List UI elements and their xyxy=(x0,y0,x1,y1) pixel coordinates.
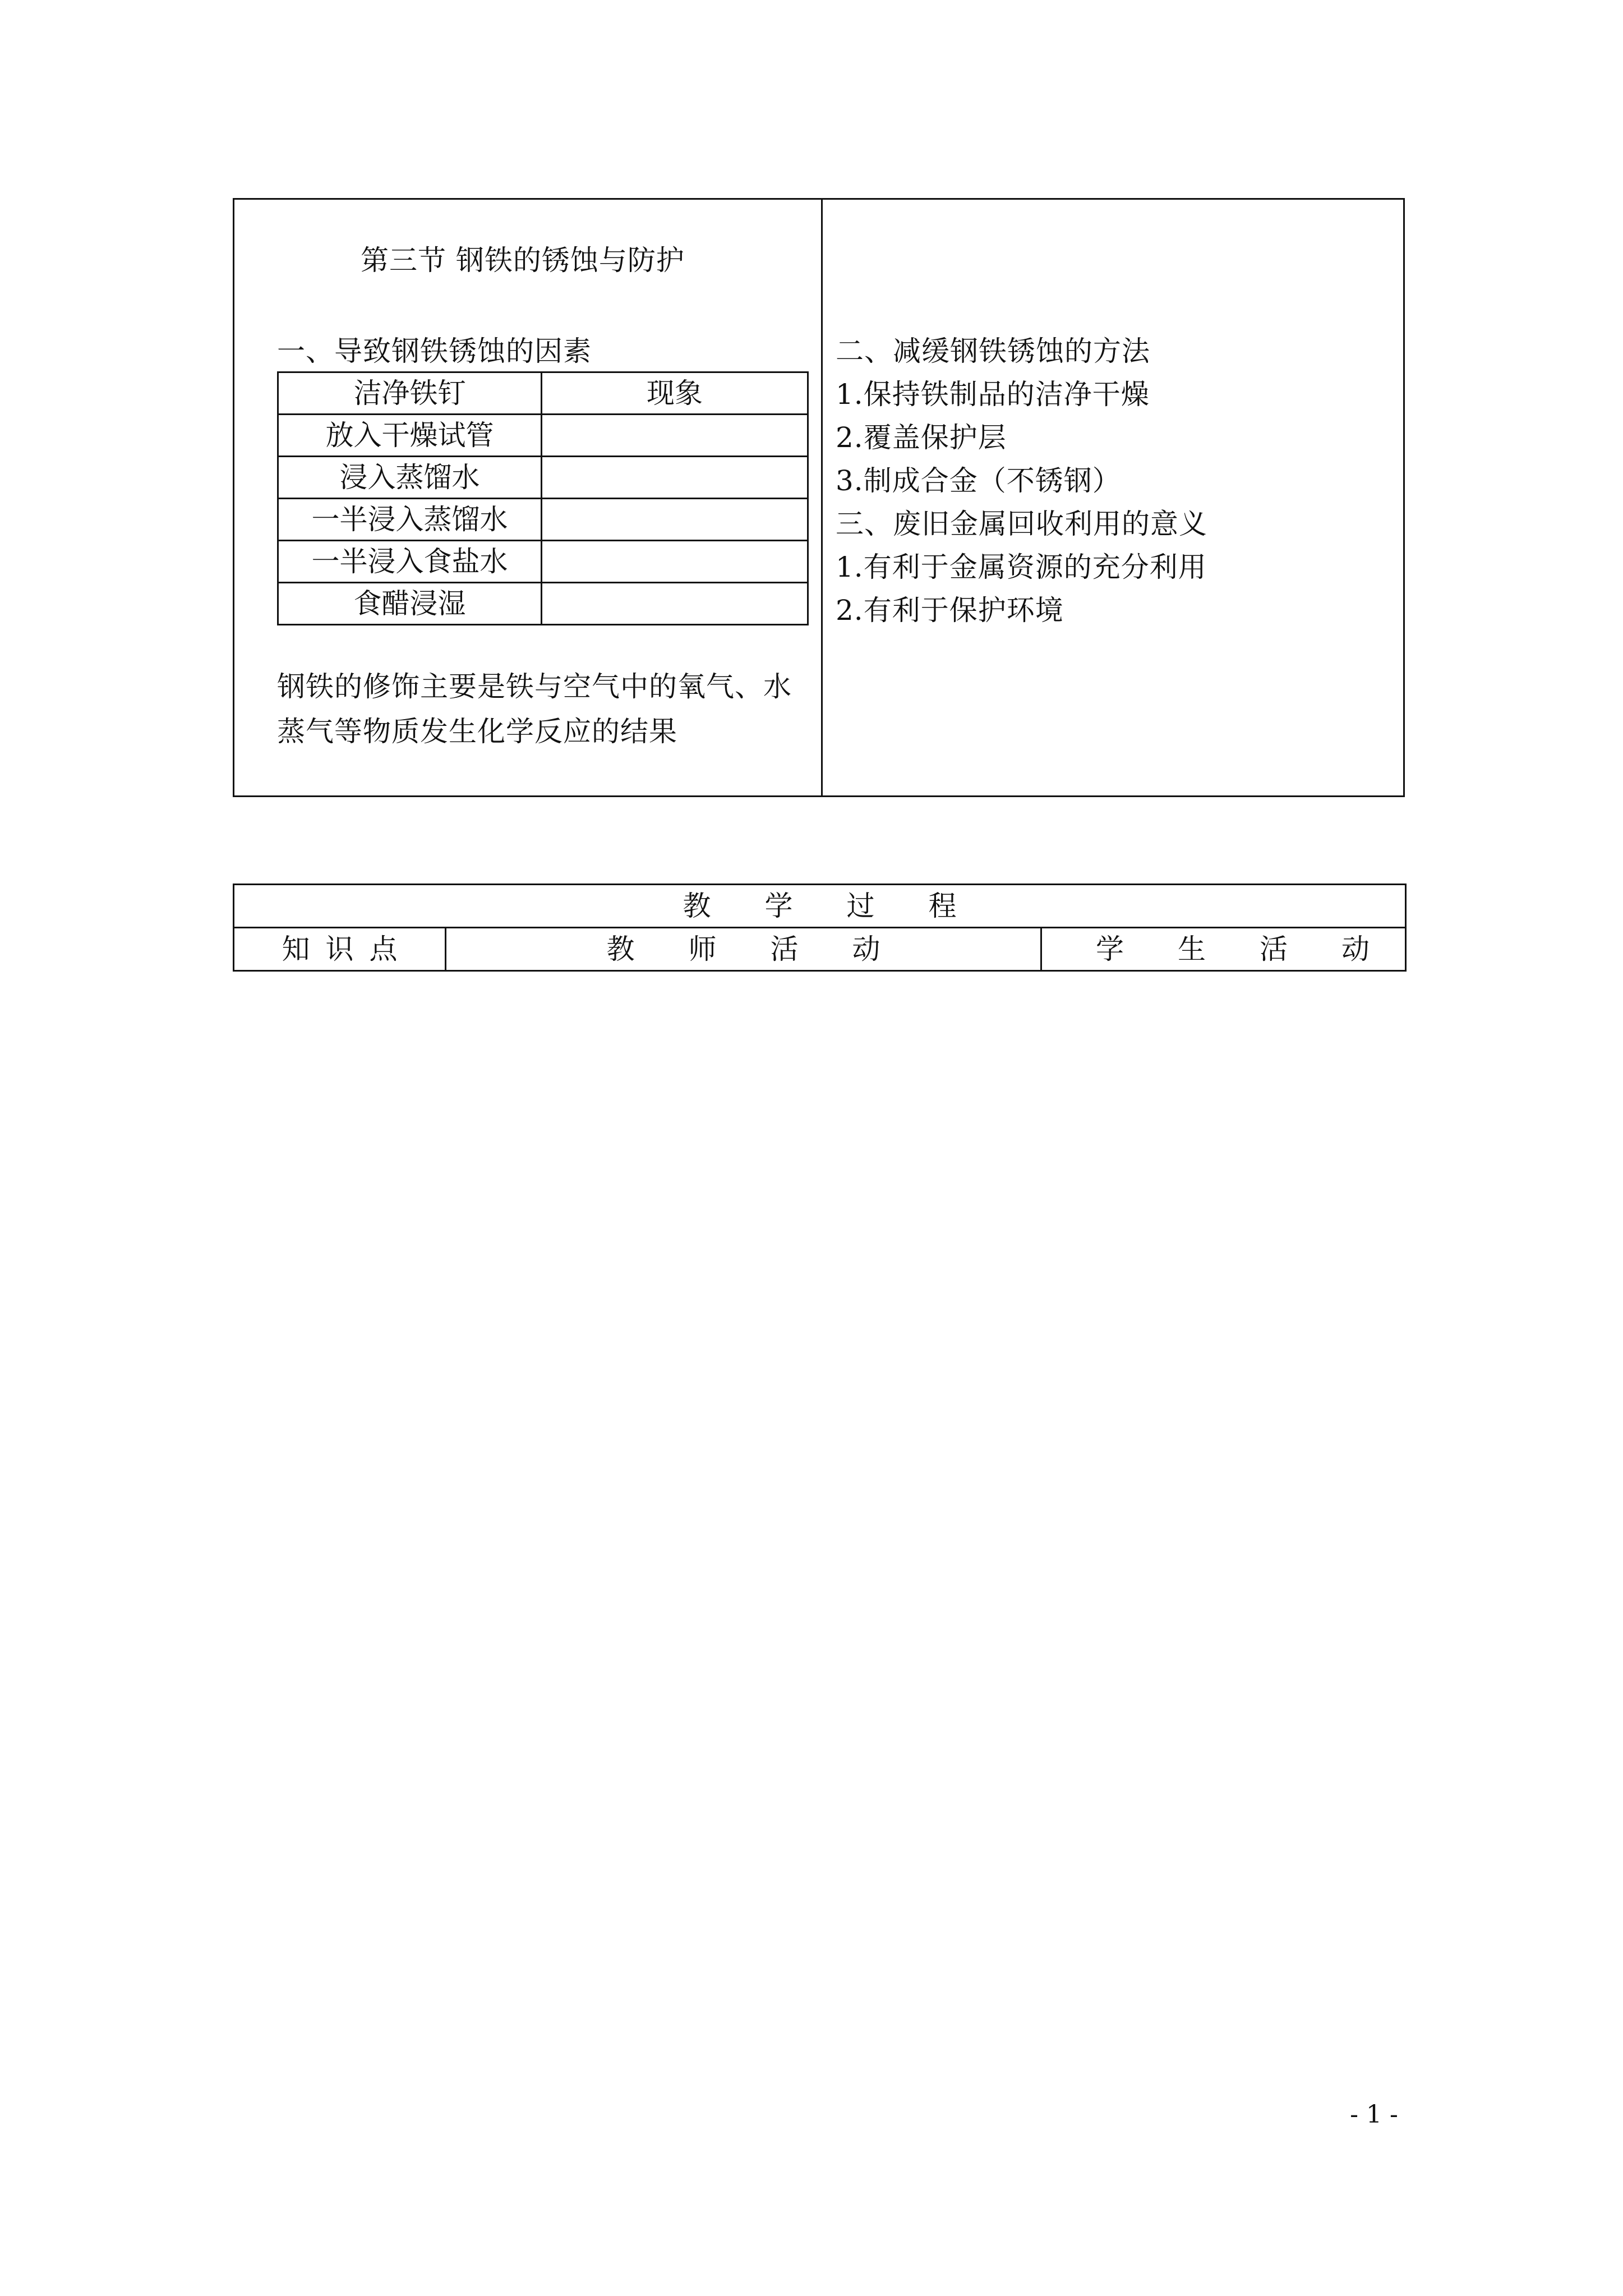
right-column xyxy=(836,330,1396,632)
condition-cell: 放入干燥试管 xyxy=(278,415,542,457)
page-number: - 1 - xyxy=(1350,2100,1398,2129)
phenomenon-cell xyxy=(542,499,808,541)
process-column-row xyxy=(234,928,1406,971)
lesson-board xyxy=(233,198,1405,797)
methods-heading: 二、减缓钢铁锈蚀的方法 xyxy=(836,335,1150,367)
phenomenon-cell xyxy=(542,457,808,499)
column-divider xyxy=(821,200,823,795)
process-title-row xyxy=(234,885,1406,928)
table-row xyxy=(278,457,808,499)
table-row xyxy=(278,583,808,625)
conclusion-text: 钢铁的修饰主要是铁与空气中的氧气、水蒸气等物质发生化学反应的结果 xyxy=(277,670,792,748)
condition-cell: 食醋浸湿 xyxy=(278,583,542,625)
rust-factor-table xyxy=(277,371,809,625)
table-row xyxy=(278,499,808,541)
condition-cell: 浸入蒸馏水 xyxy=(278,457,542,499)
method-item: 3.制成合金（不锈钢） xyxy=(836,464,1121,497)
recycling-item: 2.有利于保护环境 xyxy=(836,594,1064,627)
phenomenon-cell xyxy=(542,583,808,625)
method-item: 1.保持铁制品的洁净干燥 xyxy=(836,378,1150,411)
phenomenon-cell xyxy=(542,415,808,457)
table-header-row xyxy=(278,372,808,415)
factors-heading: 一、导致钢铁锈蚀的因素 xyxy=(277,335,592,367)
table-header-cell: 洁净铁钉 xyxy=(278,372,542,415)
condition-cell: 一半浸入食盐水 xyxy=(278,541,542,583)
condition-cell: 一半浸入蒸馏水 xyxy=(278,499,542,541)
table-row xyxy=(278,415,808,457)
teaching-process-table xyxy=(233,884,1423,972)
column-teacher-activity: 教师活动 xyxy=(446,928,1041,971)
recycling-item: 1.有利于金属资源的充分利用 xyxy=(836,551,1207,583)
table-header-cell: 现象 xyxy=(542,372,808,415)
phenomenon-cell xyxy=(542,541,808,583)
table-row xyxy=(278,541,808,583)
column-student-activity: 学生活动 xyxy=(1041,928,1406,971)
section-title: 第三节 钢铁的锈蚀与防护 xyxy=(361,244,685,277)
recycling-heading: 三、废旧金属回收利用的意义 xyxy=(836,508,1207,540)
column-knowledge-point: 知识点 xyxy=(234,928,446,971)
process-title: 教学过程 xyxy=(234,885,1406,928)
method-item: 2.覆盖保护层 xyxy=(836,421,1007,454)
